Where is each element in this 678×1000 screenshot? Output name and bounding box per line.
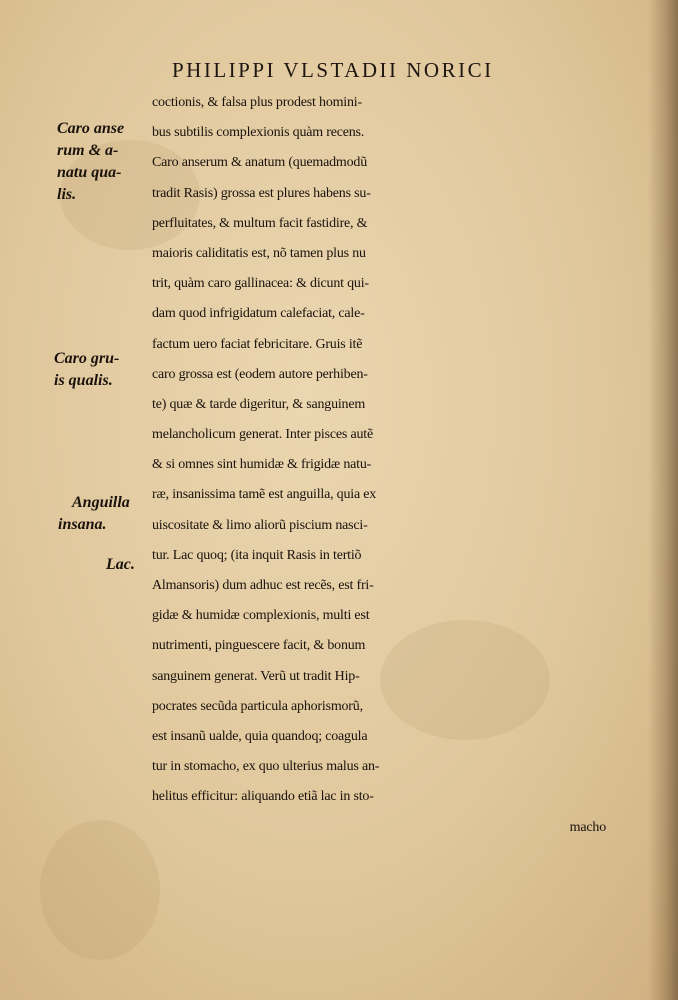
margin-note-line: Anguilla	[72, 494, 130, 511]
text-line: sanguinem generat. Verũ ut tradit Hip-	[152, 668, 360, 684]
text-line: Almansoris) dum adhuc est recẽs, est fri-	[152, 578, 374, 593]
margin-note-line: lis.	[57, 186, 77, 203]
text-line: helitus efficitur: aliquando etiã lac in sto-	[152, 789, 374, 805]
margin-note-lac	[106, 554, 135, 576]
text-line: tur in stomacho, ex quo ulterius malus an-	[152, 759, 380, 775]
main-text-block	[152, 88, 612, 843]
text-line: tradit Rasis) grossa est plures habens su-	[152, 185, 371, 201]
text-line: coctionis, & falsa plus prodest homini-	[152, 95, 362, 110]
text-line: bus subtilis complexionis quàm recens.	[152, 125, 365, 141]
text-line: est insanũ ualde, quia quandoq; coagula	[152, 728, 368, 744]
margin-note-line: is qualis.	[54, 372, 113, 389]
paper-stain	[40, 820, 160, 960]
margin-note-line: Caro anse	[57, 120, 125, 137]
text-line: pocrates secũda particula aphorismorũ,	[152, 698, 363, 714]
text-line: trit, quàm caro gallinacea: & dicunt qui-	[152, 276, 369, 292]
margin-note-line: natu qua-	[57, 164, 122, 181]
text-line: uiscositate & limo aliorũ piscium nasci-	[152, 517, 368, 533]
text-line: nutrimenti, pinguescere facit, & bonum	[152, 638, 366, 654]
margin-note-caro-anserum	[57, 118, 124, 206]
margin-note-line: rum & a-	[57, 142, 119, 159]
text-line: perfluitates, & multum facit fastidire, &	[152, 215, 368, 231]
margin-note-line: insana.	[58, 516, 107, 533]
text-line: dam quod infrigidatum calefaciat, cale-	[152, 306, 365, 322]
margin-note-line: Caro gru-	[54, 350, 120, 367]
text-line: ræ, insanissima tamẽ est anguilla, quia ex	[152, 487, 377, 503]
text-line: maioris caliditatis est, nõ tamen plus nu	[152, 245, 366, 261]
text-line: Caro anserum & anatum (quemadmodũ	[152, 155, 368, 171]
text-line: te) quæ & tarde digeritur, & sanguinem	[152, 396, 366, 412]
text-line: gidæ & humidæ complexionis, multi est	[152, 608, 370, 624]
text-line: & si omnes sint humidæ & frigidæ natu-	[152, 457, 372, 473]
text-line: factum uero faciat febricitare. Gruis itẽ	[152, 336, 363, 352]
running-header: PHILIPPI VLSTADII NORICI	[172, 58, 494, 82]
margin-note-line: Lac.	[106, 556, 135, 573]
text-line: melancholicum generat. Inter pisces autẽ	[152, 427, 373, 443]
page-gutter-shadow	[648, 0, 678, 1000]
text-line: caro grossa est (eodem autore perhiben-	[152, 366, 368, 382]
margin-note-anguilla	[58, 492, 130, 536]
text-line: tur. Lac quoq; (ita inquit Rasis in tertiõ	[152, 547, 362, 563]
margin-note-caro-gruis	[54, 348, 119, 392]
text-line-catchword: macho	[569, 819, 606, 835]
